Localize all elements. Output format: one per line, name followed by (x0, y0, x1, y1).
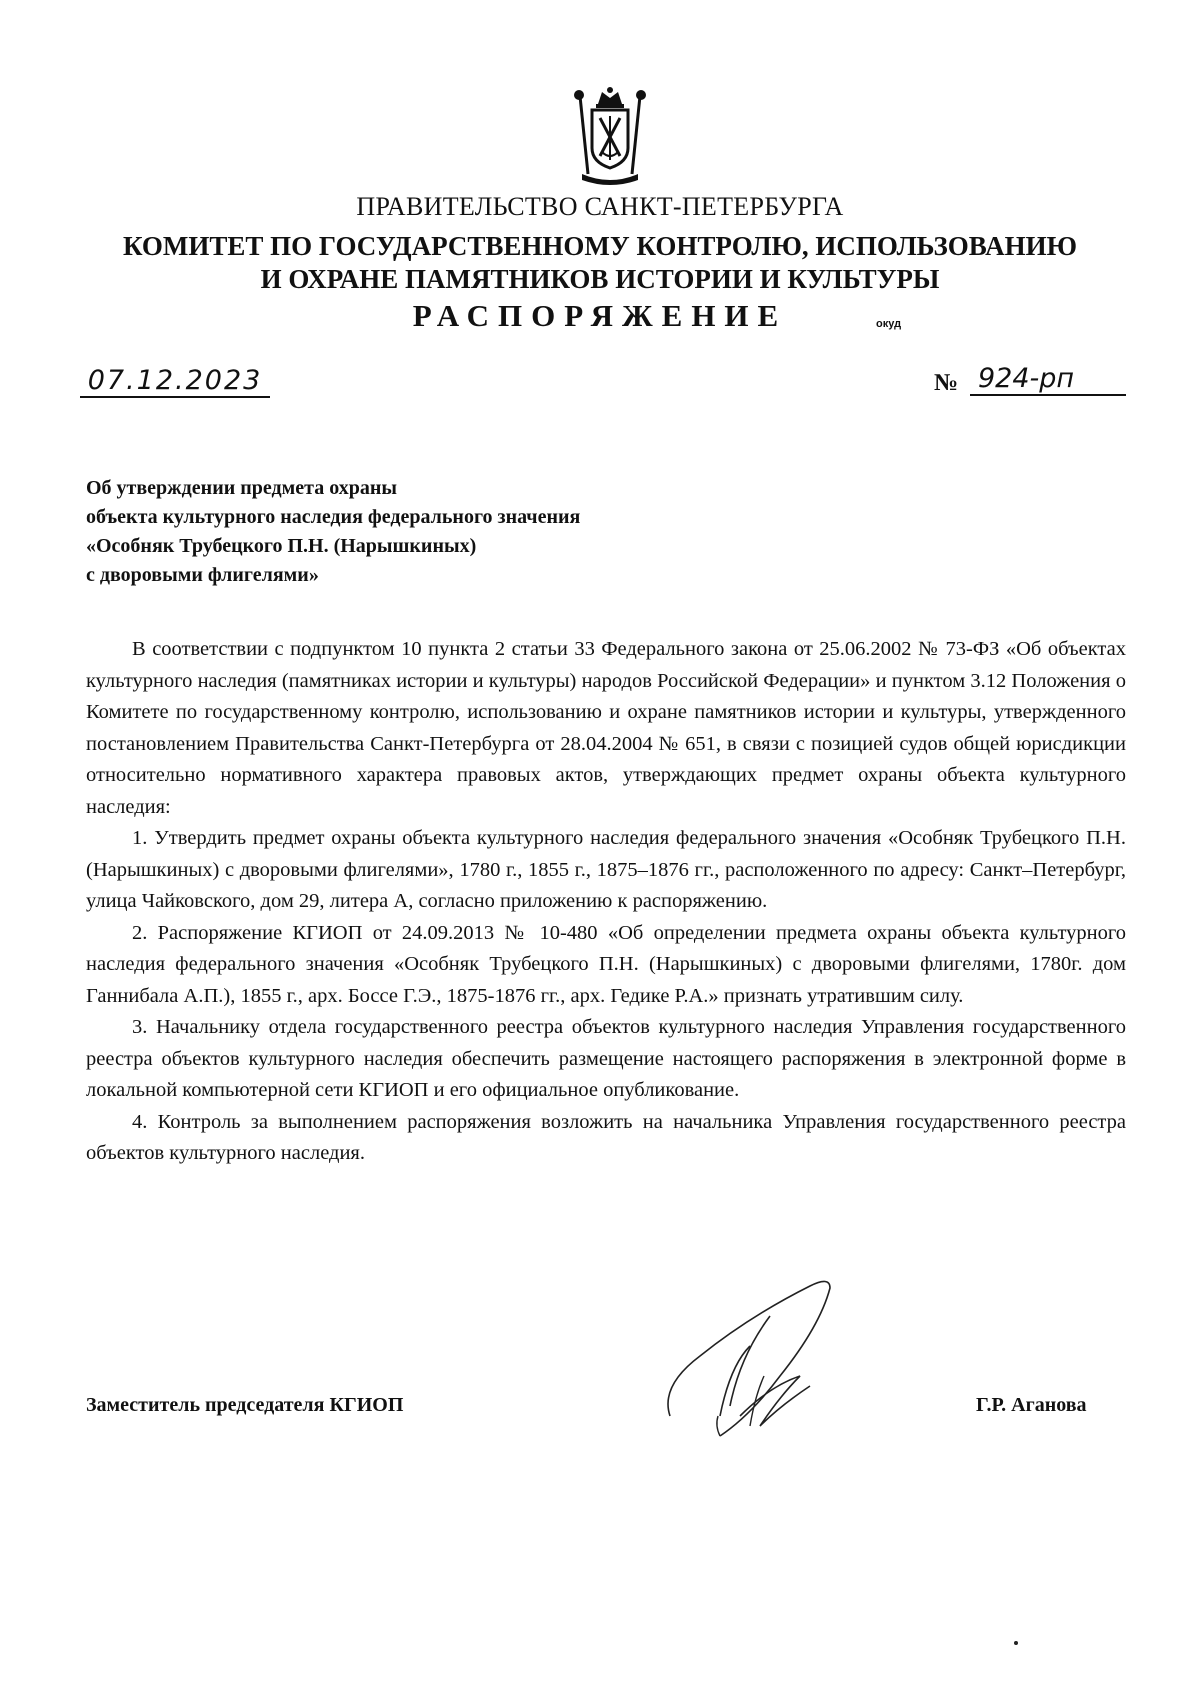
okud-label: окуд (876, 318, 902, 330)
item-1-paragraph: 1. Утвердить предмет охраны объекта культурного наследия федерального значения «Особняк Трубецкого П.Н. (Нарышкиных) с дворовыми флигелями», 1780 г., 1855 г., 1875–1876 гг., расположенного по адресу: Санкт–Петербург, улица Чайковского, дом 29, литера А, согласно приложению к распоряжению. (86, 827, 1126, 912)
document-body (86, 634, 1126, 1170)
item-2-paragraph: 2. Распоряжение КГИОП от 24.09.2013 № 10-480 «Об определении предмета охраны объекта культурного наследия федерального значения «Особняк Трубецкого П.Н. (Нарышкиных) с дворовыми флигелями, 1780г. дом Ганнибала А.П.), 1855 г., арх. Боссе Г.Э., 1875-1876 гг., арх. Гедике Р.А.» признать утратившим силу. (86, 921, 1126, 1007)
item-4-paragraph: 4. Контроль за выполнением распоряжения возложить на начальника Управления государственного реестра объектов культурного наследия. (86, 1110, 1126, 1164)
government-title: ПРАВИТЕЛЬСТВО САНКТ-ПЕТЕРБУРГА (356, 192, 844, 221)
signatory-name: Г.Р. Аганова (976, 1394, 1087, 1416)
subject-line2: объекта культурного наследия федерального значения (86, 506, 581, 528)
committee-title-line1: КОМИТЕТ ПО ГОСУДАРСТВЕННОМУ КОНТРОЛЮ, ИСПОЛЬЗОВАНИЮ (123, 231, 1077, 261)
document-number: 924-рп (970, 364, 1126, 396)
committee-title (0, 230, 1200, 296)
committee-title-line2: И ОХРАНЕ ПАМЯТНИКОВ ИСТОРИИ И КУЛЬТУРЫ (260, 264, 940, 294)
document-number-label: № (934, 370, 959, 396)
preamble-paragraph: В соответствии с подпунктом 10 пункта 2 статьи 33 Федерального закона от 25.06.2002 № 73-ФЗ «Об объектах культурного наследия (памятниках истории и культуры) народов Российской Федерации» и пунктом 3.12 Положения о Комитете по государственному контролю, использованию и охране памятников истории и культуры, утвержденного постановлением Правительства Санкт-Петербурга от 28.04.2004 № 651, в связи с позицией судов общей юрисдикции относительно нормативного характера правовых актов, утверждающих предмет охраны объекта культурного наследия: (86, 638, 1126, 818)
scan-speck (1014, 1641, 1018, 1645)
subject-line4: с дворовыми флигелями» (86, 564, 319, 586)
item-3-paragraph: 3. Начальнику отдела государственного реестра объектов культурного наследия Управления государственного реестра объектов культурного наследия обеспечить размещение настоящего распоряжения в электронной форме в локальной компьютерной сети КГИОП и его официальное опубликование. (86, 1016, 1126, 1101)
subject-line3: «Особняк Трубецкого П.Н. (Нарышкиных) (86, 535, 477, 557)
document-type-title: РАСПОРЯЖЕНИЕ (412, 298, 788, 333)
document-date: 07.12.2023 (80, 366, 270, 398)
signatory-position: Заместитель председателя КГИОП (86, 1394, 404, 1416)
coat-of-arms-icon (568, 86, 652, 186)
subject-line1: Об утверждении предмета охраны (86, 477, 397, 499)
document-subject (86, 474, 786, 590)
handwritten-signature-icon (660, 1266, 890, 1456)
